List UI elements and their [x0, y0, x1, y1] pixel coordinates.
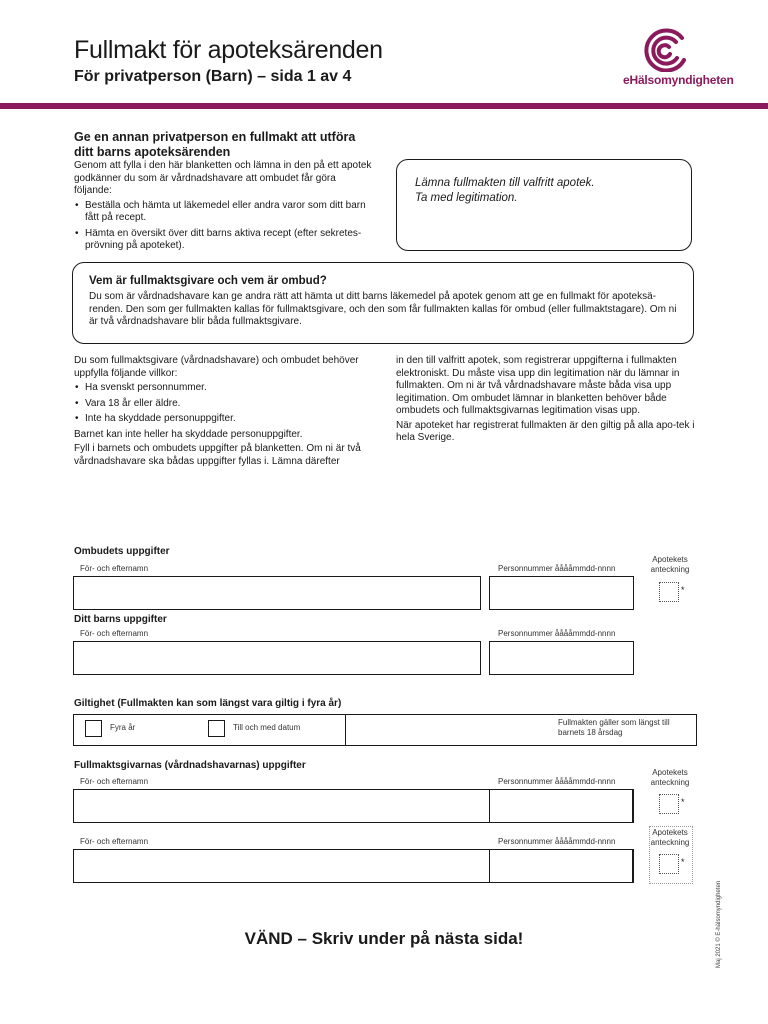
principal1-pnr-field[interactable]: [489, 789, 634, 823]
turn-page-instruction: VÄND – Skriv under på nästa sida!: [244, 929, 524, 948]
conditions-column-right: [396, 355, 696, 447]
agent-name-field[interactable]: [73, 576, 481, 610]
child-name-field[interactable]: [73, 641, 481, 675]
asterisk: *: [681, 797, 685, 807]
roles-info-box: [72, 262, 694, 344]
pharmacy-note-area: [649, 826, 693, 884]
principals-section-heading: Fullmaktsgivarnas (vårdnadshavarnas) uppgifter: [74, 760, 306, 771]
intro-bullet: • Beställa och hämta ut läkemedel eller andra varor som ditt barn fått på recept.: [74, 200, 374, 225]
validity-section-heading: Giltighet (Fullmakten kan som längst vara giltig i fyra år): [74, 698, 342, 709]
agent-pnr-label: Personnummer ååååmmdd-nnnn: [498, 564, 616, 573]
principal2-pnr-field[interactable]: [489, 849, 634, 883]
ehalsomyndigheten-logo-icon: [636, 28, 696, 72]
callout-text: [415, 176, 595, 206]
four-years-label: Fyra år: [110, 723, 136, 732]
page-subtitle: För privatperson (Barn) – sida 1 av 4: [74, 68, 352, 85]
validity-info: När apoteket har registrerat fullmakten är den giltig på alla apo-tek i hela Sverige.: [396, 419, 695, 443]
page-title: Fullmakt för apoteksärenden: [74, 36, 383, 64]
condition-item: • Ha svenskt personnummer.: [74, 382, 374, 395]
pharmacy-note-label: Apotekets anteckning: [650, 555, 690, 574]
agent-section-heading: Ombudets uppgifter: [74, 546, 170, 557]
child-pnr-label: Personnummer ååååmmdd-nnnn: [498, 629, 616, 638]
conditions-intro: Du som fullmaktsgivare (vårdnadshavare) och ombudet behöver uppfylla följande villkor:: [74, 355, 359, 379]
logo-text: eHälsomyndigheten: [623, 73, 734, 87]
pharmacy-note-box: [659, 794, 679, 814]
pharmacy-note-box: [659, 582, 679, 602]
pharmacy-note-label: Apotekets anteckning: [650, 768, 690, 787]
header-divider: [0, 103, 768, 109]
conditions-list: [74, 382, 374, 426]
callout-line: Lämna fullmakten till valfritt apotek.: [415, 177, 595, 189]
until-date-checkbox[interactable]: [208, 720, 225, 737]
intro-text: Genom att fylla i den här blanketten och lämna in den på ett apotek godkänner du som är vårdnadshavare att ombudet får göra följande:: [74, 160, 372, 196]
asterisk: *: [681, 585, 685, 595]
publication-note: Maj 2021 © E-hälsomyndigheten: [716, 880, 722, 968]
callout-box: [396, 159, 692, 251]
child-pnr-field[interactable]: [489, 641, 634, 675]
intro-section: [74, 160, 374, 256]
submission-instructions: in den till valfritt apotek, som registrerar uppgifterna i fullmakten elektroniskt. Du måste visa upp din legitimation när du lämnar in fullmakten. Om ni är två vårdnadshavare måste båda visa upp legitimation. Om ombudet lämnar in blanketten behöver både ombudets och fullmaktsgivarnas legitimation visas upp.: [396, 355, 680, 416]
principal1-name-label: För- och efternamn: [80, 777, 149, 786]
agent-name-label: För- och efternamn: [80, 564, 149, 573]
intro-bullet: • Hämta en översikt över ditt barns aktiva recept (efter sekretes-prövning på apoteket).: [74, 228, 374, 253]
condition-item: • Inte ha skyddade personuppgifter.: [74, 413, 374, 426]
until-date-label: Till och med datum: [233, 723, 301, 732]
child-name-label: För- och efternamn: [80, 629, 149, 638]
intro-bullet-list: [74, 200, 374, 253]
principal2-name-label: För- och efternamn: [80, 837, 149, 846]
child-section-heading: Ditt barns uppgifter: [74, 614, 167, 625]
callout-line: Ta med legitimation.: [415, 192, 518, 204]
intro-heading: Ge en annan privatperson en fullmakt att utföra ditt barns apoteksärenden: [74, 130, 356, 159]
principal2-pnr-label: Personnummer ååååmmdd-nnnn: [498, 837, 616, 846]
roles-text: Du som är vårdnadshavare kan ge andra rätt att hämta ut ditt barns läkemedel på apotek genom att ge en fullmakt för apoteksä-renden. Den som ger fullmakten kallas för fullmaktsgivare, och den som får fullmakten kallas för ombud (eller fullmaktstagare). Om ni är två vårdnadshavare blir båda fullmaktsgivare.: [89, 291, 677, 327]
validity-note: Fullmakten gäller som längst till barnets 18 årsdag: [558, 718, 670, 737]
pharmacy-note-label: Apotekets anteckning: [650, 828, 690, 847]
conditions-column-left: [74, 355, 374, 470]
fill-instructions: Fyll i barnets och ombudets uppgifter på blanketten. Om ni är två vårdnadshavare ska bådas uppgifter fyllas i. Lämna därefter: [74, 443, 361, 467]
roles-heading: Vem är fullmaktsgivare och vem är ombud?: [89, 275, 327, 287]
agent-pnr-field[interactable]: [489, 576, 634, 610]
asterisk: *: [681, 857, 685, 867]
four-years-checkbox[interactable]: [85, 720, 102, 737]
principal1-pnr-label: Personnummer ååååmmdd-nnnn: [498, 777, 616, 786]
child-condition-text: Barnet kan inte heller ha skyddade personuppgifter.: [74, 428, 303, 440]
condition-item: • Vara 18 år eller äldre.: [74, 398, 374, 411]
